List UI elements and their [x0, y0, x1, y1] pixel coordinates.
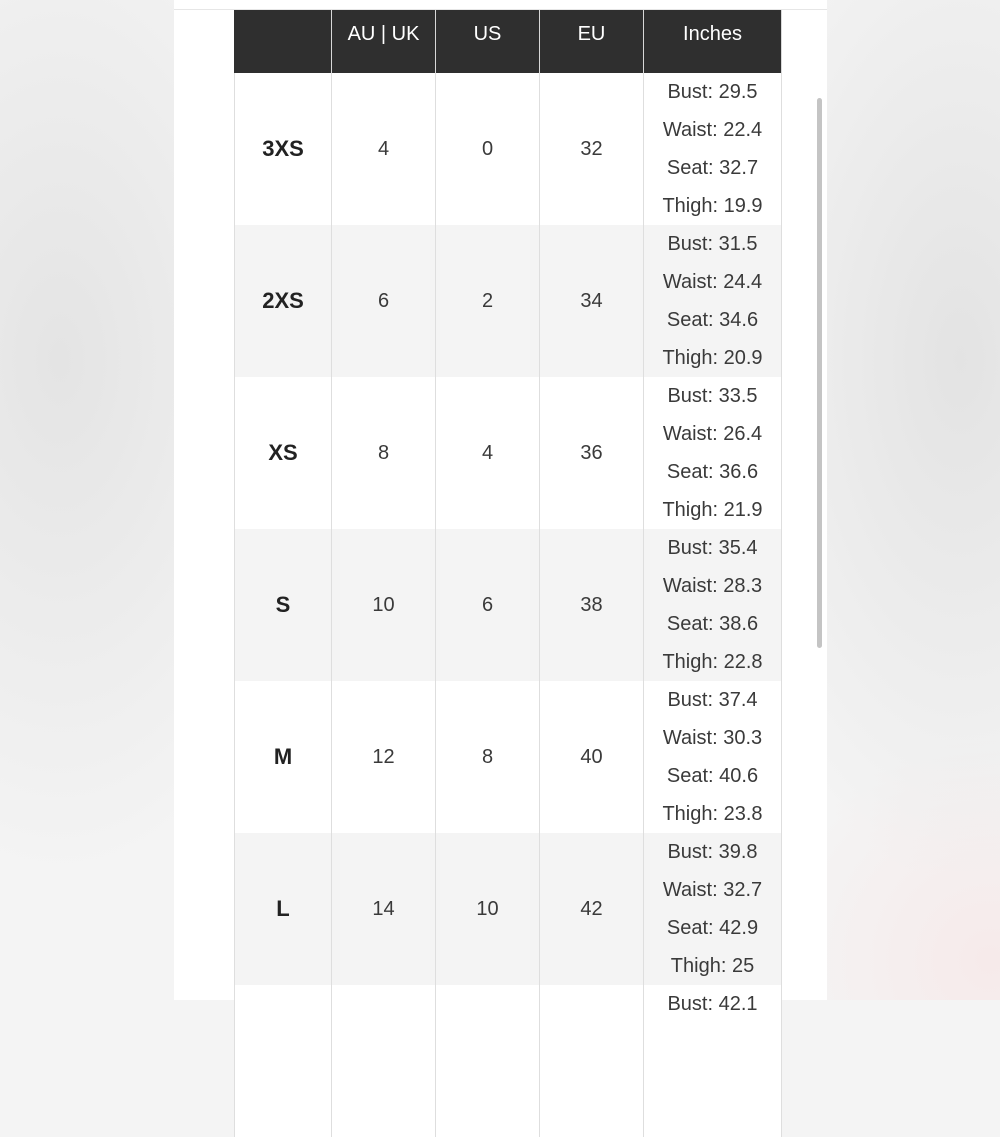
header-au-uk: AU | UK: [332, 10, 436, 73]
size-label: M: [235, 681, 332, 833]
thigh-measure: Thigh: 20.9: [662, 347, 763, 369]
table-row: [235, 377, 782, 529]
seat-measure: Seat: 42.9: [666, 917, 759, 939]
eu-value: 42: [540, 833, 644, 985]
table-row: [235, 833, 782, 985]
size-label: 3XS: [235, 73, 332, 225]
bust-measure: Bust: 29.5: [667, 81, 758, 103]
header-eu: EU: [540, 10, 644, 73]
inches-cell: [644, 377, 782, 529]
us-value: 8: [436, 681, 540, 833]
eu-value: 38: [540, 529, 644, 681]
waist-measure: Waist: 30.3: [662, 727, 763, 749]
waist-measure: Waist: 32.7: [662, 879, 763, 901]
waist-measure: Waist: 24.4: [662, 271, 763, 293]
size-chart-panel: [174, 0, 827, 1015]
size-chart-table: [234, 10, 782, 1137]
inches-cell: [644, 73, 782, 225]
table-row: [235, 985, 782, 1137]
us-value: 4: [436, 377, 540, 529]
thigh-measure: Thigh: 25: [670, 955, 755, 977]
au-uk-value: 10: [332, 529, 436, 681]
inches-cell: [644, 529, 782, 681]
inches-cell: [644, 225, 782, 377]
au-uk-value: 6: [332, 225, 436, 377]
size-label: 2XS: [235, 225, 332, 377]
thigh-measure: Thigh: 21.9: [662, 499, 763, 521]
au-uk-value: 8: [332, 377, 436, 529]
eu-value: 40: [540, 681, 644, 833]
size-chart-scroll-area[interactable]: [234, 10, 781, 1137]
eu-value: 36: [540, 377, 644, 529]
eu-value: [540, 985, 644, 1137]
bust-measure: Bust: 42.1: [667, 993, 758, 1015]
waist-measure: Waist: 26.4: [662, 423, 763, 445]
inches-cell: [644, 681, 782, 833]
bust-measure: Bust: 35.4: [667, 537, 758, 559]
waist-measure: Waist: 22.4: [662, 119, 763, 141]
seat-measure: Seat: 38.6: [666, 613, 759, 635]
us-value: 0: [436, 73, 540, 225]
size-label: L: [235, 833, 332, 985]
header-inches: Inches: [644, 10, 782, 73]
inches-cell: [644, 985, 782, 1137]
thigh-measure: Thigh: 23.8: [662, 803, 763, 825]
au-uk-value: [332, 985, 436, 1137]
scrollbar-thumb[interactable]: [817, 98, 822, 648]
us-value: [436, 985, 540, 1137]
us-value: 2: [436, 225, 540, 377]
seat-measure: Seat: 34.6: [666, 309, 759, 331]
eu-value: 32: [540, 73, 644, 225]
thigh-measure: Thigh: 22.8: [662, 651, 763, 673]
bust-measure: Bust: 37.4: [667, 689, 758, 711]
bust-measure: Bust: 39.8: [667, 841, 758, 863]
au-uk-value: 14: [332, 833, 436, 985]
eu-value: 34: [540, 225, 644, 377]
size-label: S: [235, 529, 332, 681]
seat-measure: Seat: 32.7: [666, 157, 759, 179]
table-row: [235, 529, 782, 681]
table-row: [235, 225, 782, 377]
size-label: [235, 985, 332, 1137]
seat-measure: Seat: 36.6: [666, 461, 759, 483]
table-row: [235, 73, 782, 225]
au-uk-value: 12: [332, 681, 436, 833]
table-row: [235, 681, 782, 833]
size-label: XS: [235, 377, 332, 529]
thigh-measure: Thigh: 19.9: [662, 195, 763, 217]
inches-cell: [644, 833, 782, 985]
header-size: [235, 10, 332, 73]
seat-measure: Seat: 40.6: [666, 765, 759, 787]
us-value: 10: [436, 833, 540, 985]
header-us: US: [436, 10, 540, 73]
waist-measure: Waist: 28.3: [662, 575, 763, 597]
table-header-row: [235, 10, 782, 73]
au-uk-value: 4: [332, 73, 436, 225]
bust-measure: Bust: 33.5: [667, 385, 758, 407]
bust-measure: Bust: 31.5: [667, 233, 758, 255]
us-value: 6: [436, 529, 540, 681]
